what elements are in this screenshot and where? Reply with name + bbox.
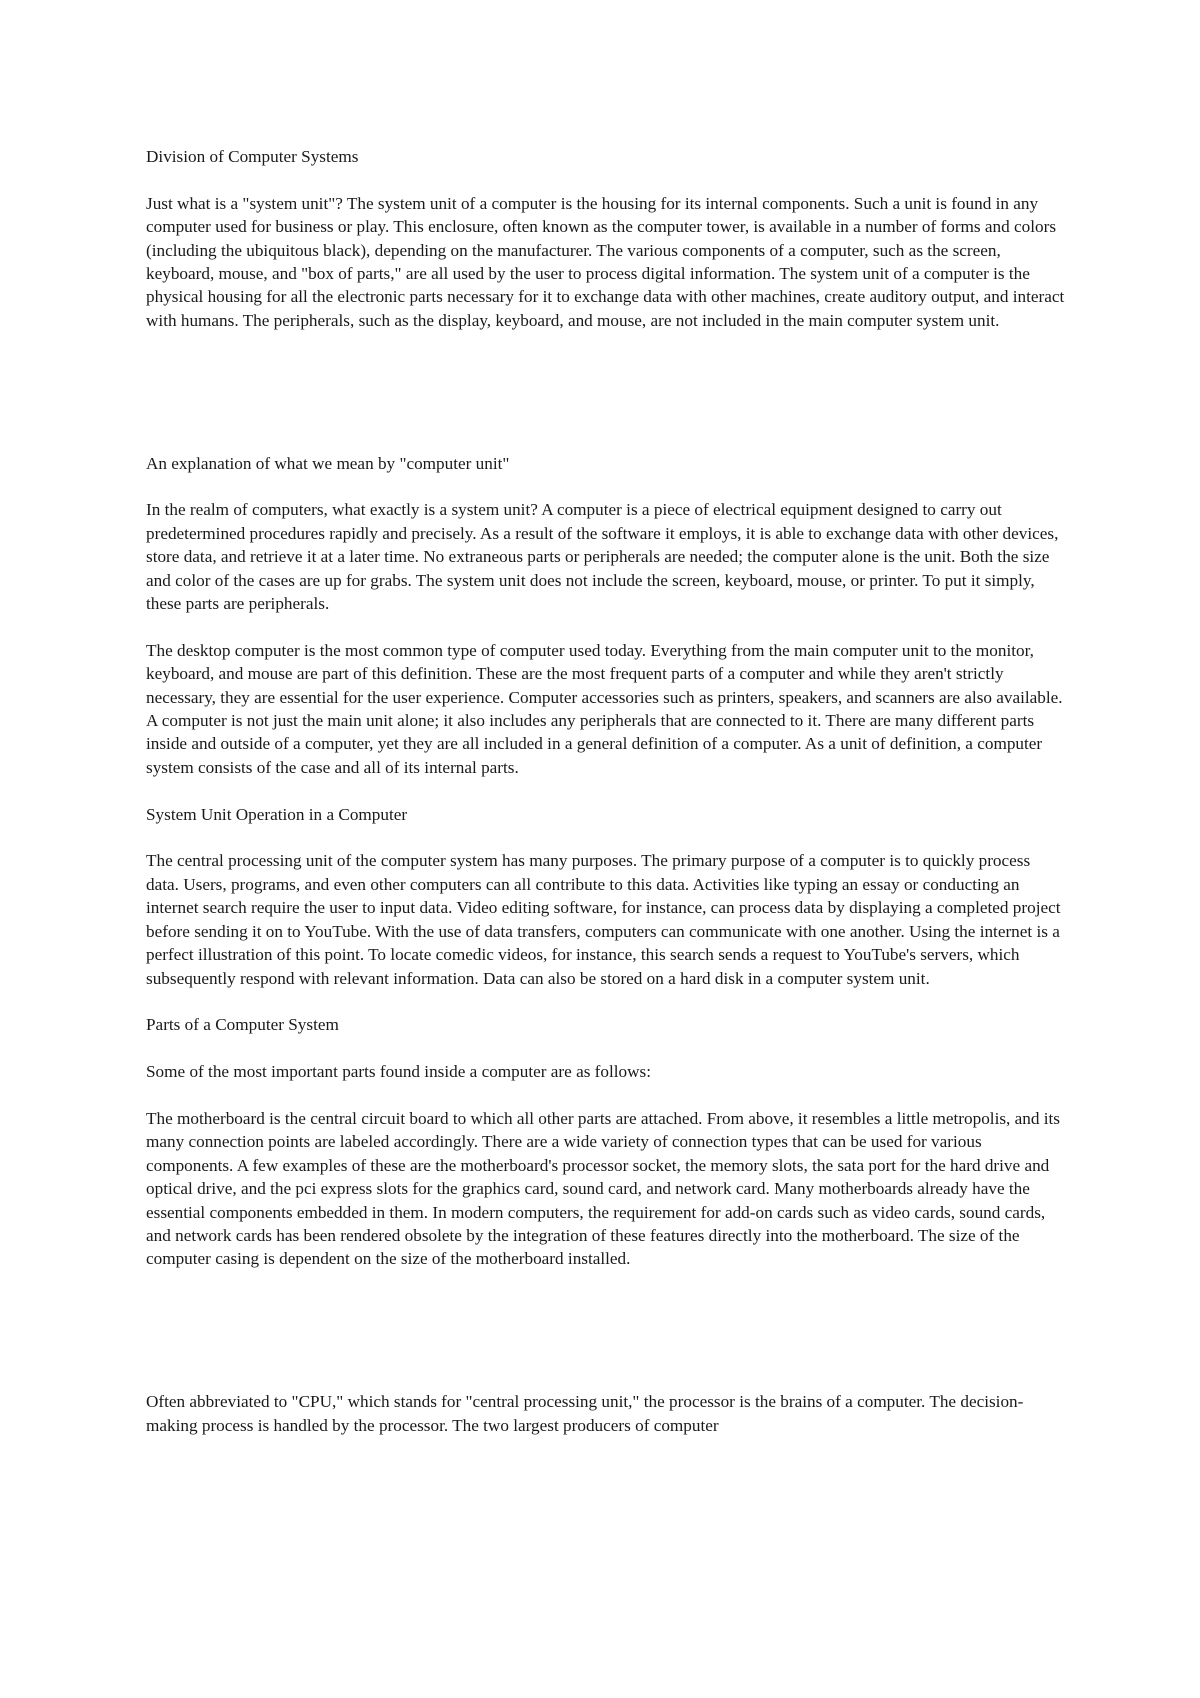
blank-space [146,356,1066,452]
section-heading: An explanation of what we mean by "computer unit" [146,453,510,473]
blank-space [146,1294,1066,1390]
paragraph: The desktop computer is the most common type of computer used today. Everything from the main computer unit to the monitor, keyboard, and mouse are part of this definition. These are the most frequent parts of a computer and while they aren't strictly necessary, they are essential for the user experience. Computer accessories such as printers, speakers, and scanners are also available. A computer is not just the main unit alone; it also includes any peripherals that are connected to it. There are many different parts inside and outside of a computer, yet they are all included in a general definition of a computer. As a unit of definition, a computer system consists of the case and all of its internal parts. [146,640,1063,777]
section-heading: System Unit Operation in a Computer [146,804,408,824]
section-heading: Parts of a Computer System [146,1015,339,1035]
paragraph: The central processing unit of the computer system has many purposes. The primary purpose of a computer is to quickly process data. Users, programs, and even other computers can all contribute to this data. Activities like typing an essay or conducting an internet search require the user to input data. Video editing software, for instance, can process data by displaying a completed project before sending it on to YouTube. With the use of data transfers, computers can communicate with one another. Using the internet is a perfect illustration of this point. To locate comedic videos, for instance, this search sends a request to YouTube's servers, which subsequently respond with relevant information. Data can also be stored on a hard disk in a computer system unit. [146,851,1061,988]
paragraph: Some of the most important parts found inside a computer are as follows: [146,1062,652,1082]
paragraph: Just what is a "system unit"? The system unit of a computer is the housing for its internal components. Such a unit is found in any computer used for business or play. This enclosure, often known as the computer tower, is available in a number of forms and colors (including the ubiquitous black), depending on the manufacturer. The various components of a computer, such as the screen, keyboard, mouse, and "box of parts," are all used by the user to process digital information. The system unit of a computer is the physical housing for all the electronic parts necessary for it to exchange data with other machines, create auditory output, and interact with humans. The peripherals, such as the display, keyboard, and mouse, are not included in the main computer system unit. [146,193,1065,330]
document-body [146,145,1066,1460]
section-heading: Division of Computer Systems [146,147,359,166]
paragraph: The motherboard is the central circuit board to which all other parts are attached. From above, it resembles a little metropolis, and its many connection points are labeled accordingly. There are a wide variety of connection types that can be used for various components. A few examples of these are the motherboard's processor socket, the memory slots, the sata port for the hard drive and optical drive, and the pci express slots for the graphics card, sound card, and network card. Many motherboards already have the essential components embedded in them. In modern computers, the requirement for add-on cards such as video cards, sound cards, and network cards has been rendered obsolete by the integration of these features directly into the motherboard. The size of the computer casing is dependent on the size of the motherboard installed. [146,1108,1060,1269]
paragraph: In the realm of computers, what exactly is a system unit? A computer is a piece of electrical equipment designed to carry out predetermined procedures rapidly and precisely. As a result of the software it employs, it is able to exchange data with other devices, store data, and retrieve it at a later time. No extraneous parts or peripherals are needed; the computer alone is the unit. Both the size and color of the cases are up for grabs. The system unit does not include the screen, keyboard, mouse, or printer. To put it simply, these parts are peripherals. [146,500,1059,614]
paragraph: Often abbreviated to "CPU," which stands for "central processing unit," the processor is the brains of a computer. The decision-making process is handled by the processor. The two largest producers of computer [146,1392,1024,1435]
